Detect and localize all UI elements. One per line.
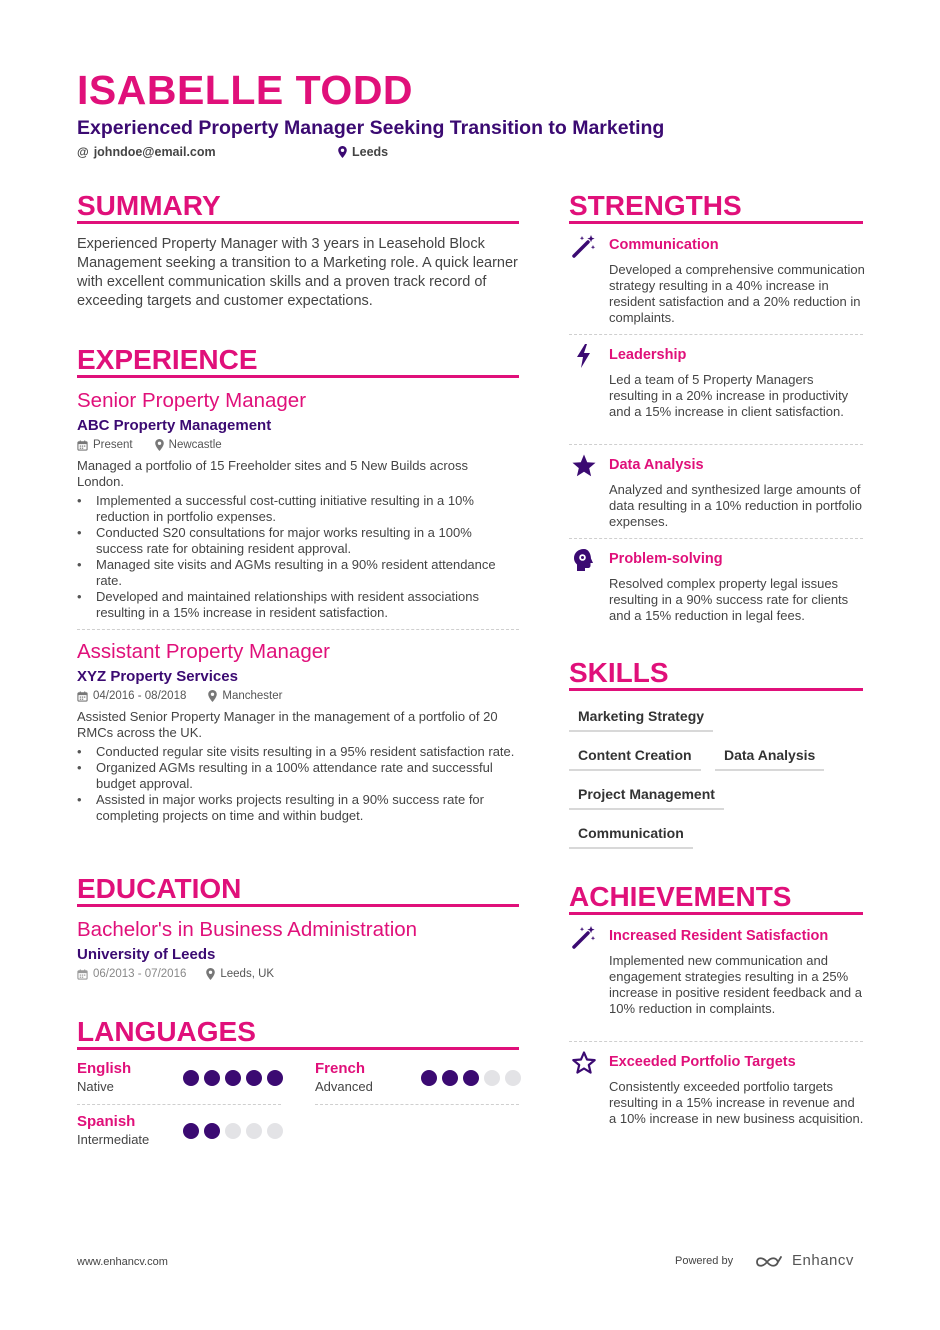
skills-divider: [569, 688, 863, 691]
location-pin-icon: [338, 146, 347, 158]
rating-dot-empty: [225, 1123, 241, 1139]
language-name: French: [315, 1060, 366, 1077]
language-rating: [183, 1123, 283, 1139]
list-item: • Implemented a successful cost-cutting initiative resulting in a 10% reduction in portfolio expenses.: [77, 493, 517, 525]
strength-text: Analyzed and synthesized large amounts of data resulting in a 10% reduction in portfolio expenses.: [609, 482, 862, 529]
job-dates: 04/2016 - 08/2018: [93, 690, 187, 702]
rating-dot-empty: [246, 1123, 262, 1139]
skill-tag: Communication: [569, 825, 693, 849]
rating-dot-filled: [246, 1070, 262, 1086]
contact-email[interactable]: [77, 145, 216, 159]
strengths-heading: STRENGTHS: [569, 190, 742, 221]
job-bullets: [77, 493, 517, 621]
summary-divider: [77, 221, 519, 224]
languages-divider: [77, 1047, 519, 1050]
strength-title: Data Analysis: [609, 457, 704, 473]
language-level: Native: [77, 1079, 114, 1094]
job-meta: [77, 690, 282, 702]
head-brain-icon: [571, 547, 597, 573]
list-item: • Developed and maintained relationships with resident associations resulting in a 15% increase in resident satisfaction.: [77, 589, 517, 621]
strength-text: Developed a comprehensive communication strategy resulting in a 40% increase in resident satisfaction and a 20% reduction in complaints.: [609, 262, 865, 325]
language-name: Spanish: [77, 1113, 136, 1130]
list-item: • Organized AGMs resulting in a 100% attendance rate and successful budget approval.: [77, 760, 517, 792]
education-heading: EDUCATION: [77, 873, 242, 904]
strength-title: Problem-solving: [609, 551, 723, 567]
summary-text: Experienced Property Manager with 3 years in Leasehold Block Management seeking a transition to a Marketing role. A quick learner with excellent communication skills and a proven track record of exceeding targets and customer expectations.: [77, 236, 518, 309]
skill-tag: Marketing Strategy: [569, 708, 713, 732]
rating-dot-filled: [442, 1070, 458, 1086]
job-role: Senior Property Manager: [77, 389, 307, 412]
education-meta: [77, 968, 274, 980]
rating-dot-filled: [204, 1123, 220, 1139]
list-item: • Managed site visits and AGMs resulting in a 90% resident attendance rate.: [77, 557, 517, 589]
achievement-text: Implemented new communication and engagement strategies resulting in a 25% increase in positive resident feedback and a 10% reduction in complaints.: [609, 953, 862, 1016]
list-item: • Conducted S20 consultations for major works resulting in a 100% success rate for obtaining resident approval.: [77, 525, 517, 557]
skills-heading: SKILLS: [569, 657, 669, 688]
lightning-bolt-icon: [571, 343, 597, 369]
magic-wand-icon: [571, 233, 597, 259]
language-separator: [77, 1104, 281, 1105]
star-outline-icon: [571, 1050, 597, 1076]
calendar-icon: [77, 440, 88, 451]
strength-text: Resolved complex property legal issues resulting in a 90% success rate for clients and a 15% reduction in legal fees.: [609, 576, 849, 623]
rating-dot-filled: [183, 1070, 199, 1086]
rating-dot-filled: [421, 1070, 437, 1086]
job-bullets: [77, 744, 517, 824]
education-divider: [77, 904, 519, 907]
job-location: Newcastle: [168, 439, 222, 451]
candidate-name: ISABELLE TODD: [77, 67, 414, 113]
language-rating: [421, 1070, 521, 1086]
education-location: Leeds, UK: [220, 968, 275, 980]
experience-heading: EXPERIENCE: [77, 344, 258, 375]
rating-dot-filled: [225, 1070, 241, 1086]
education-dates: 06/2013 - 07/2016: [93, 968, 187, 980]
enhancv-brand[interactable]: Enhancv: [792, 1252, 854, 1269]
achievement-text: Consistently exceeded portfolio targets resulting in a 15% increase in revenue and a 10% increase in new business acquisition.: [609, 1079, 864, 1126]
job-separator: [77, 629, 519, 630]
skill-tag: Content Creation: [569, 747, 701, 771]
rating-dot-filled: [183, 1123, 199, 1139]
strengths-divider: [569, 221, 863, 224]
list-item: • Conducted regular site visits resulting in a 95% resident satisfaction rate.: [77, 744, 517, 760]
job-location: Manchester: [222, 690, 283, 702]
achievements-divider: [569, 912, 863, 915]
rating-dot-empty: [505, 1070, 521, 1086]
email-text: johndoe@email.com: [93, 145, 216, 159]
achievement-title: Increased Resident Satisfaction: [609, 928, 829, 944]
rating-dot-empty: [267, 1123, 283, 1139]
achievement-title: Exceeded Portfolio Targets: [609, 1054, 796, 1070]
job-role: Assistant Property Manager: [77, 640, 330, 663]
language-level: Advanced: [315, 1079, 373, 1094]
job-description: Assisted Senior Property Manager in the management of a portfolio of 20 RMCs across the UK.: [77, 709, 498, 740]
language-rating: [183, 1070, 283, 1086]
language-level: Intermediate: [77, 1132, 150, 1147]
skill-tag: Project Management: [569, 786, 724, 810]
job-company: ABC Property Management: [77, 417, 272, 434]
calendar-icon: [77, 691, 88, 702]
job-company: XYZ Property Services: [77, 668, 238, 685]
enhancv-logo-icon[interactable]: [754, 1253, 786, 1271]
strength-title: Communication: [609, 237, 719, 253]
star-icon: [571, 453, 597, 479]
location-pin-icon: [155, 439, 164, 451]
language-name: English: [77, 1060, 132, 1077]
experience-divider: [77, 375, 519, 378]
skill-tag: Data Analysis: [715, 747, 824, 771]
rating-dot-filled: [267, 1070, 283, 1086]
powered-by-label: Powered by: [675, 1255, 734, 1267]
at-icon: @: [77, 145, 89, 159]
strength-text: Led a team of 5 Property Managers resulting in a 20% increase in productivity and a 15% increase in client satisfaction.: [609, 372, 849, 419]
summary-heading: SUMMARY: [77, 190, 221, 221]
list-item: • Assisted in major works projects resulting in a 90% success rate for completing projects on time and within budget.: [77, 792, 517, 824]
job-dates: Present: [93, 439, 133, 451]
rating-dot-filled: [204, 1070, 220, 1086]
languages-heading: LANGUAGES: [77, 1016, 256, 1047]
location-pin-icon: [208, 690, 217, 702]
strength-separator: [569, 334, 863, 335]
rating-dot-empty: [484, 1070, 500, 1086]
rating-dot-filled: [463, 1070, 479, 1086]
location-text: Leeds: [352, 145, 389, 159]
candidate-headline: Experienced Property Manager Seeking Transition to Marketing: [77, 117, 665, 139]
location-pin-icon: [206, 968, 215, 980]
contact-location: [338, 145, 388, 159]
achievements-heading: ACHIEVEMENTS: [569, 881, 792, 912]
strength-separator: [569, 444, 863, 445]
achievement-separator: [569, 1041, 863, 1042]
calendar-icon: [77, 969, 88, 980]
job-meta: [77, 439, 222, 451]
school-name: University of Leeds: [77, 946, 216, 963]
strength-separator: [569, 538, 863, 539]
degree-title: Bachelor's in Business Administration: [77, 918, 418, 941]
magic-wand-icon: [571, 924, 597, 950]
job-description: Managed a portfolio of 15 Freeholder sites and 5 New Builds across London.: [77, 458, 468, 489]
strength-title: Leadership: [609, 347, 687, 363]
language-separator: [315, 1104, 519, 1105]
footer-website-link[interactable]: www.enhancv.com: [77, 1256, 168, 1268]
